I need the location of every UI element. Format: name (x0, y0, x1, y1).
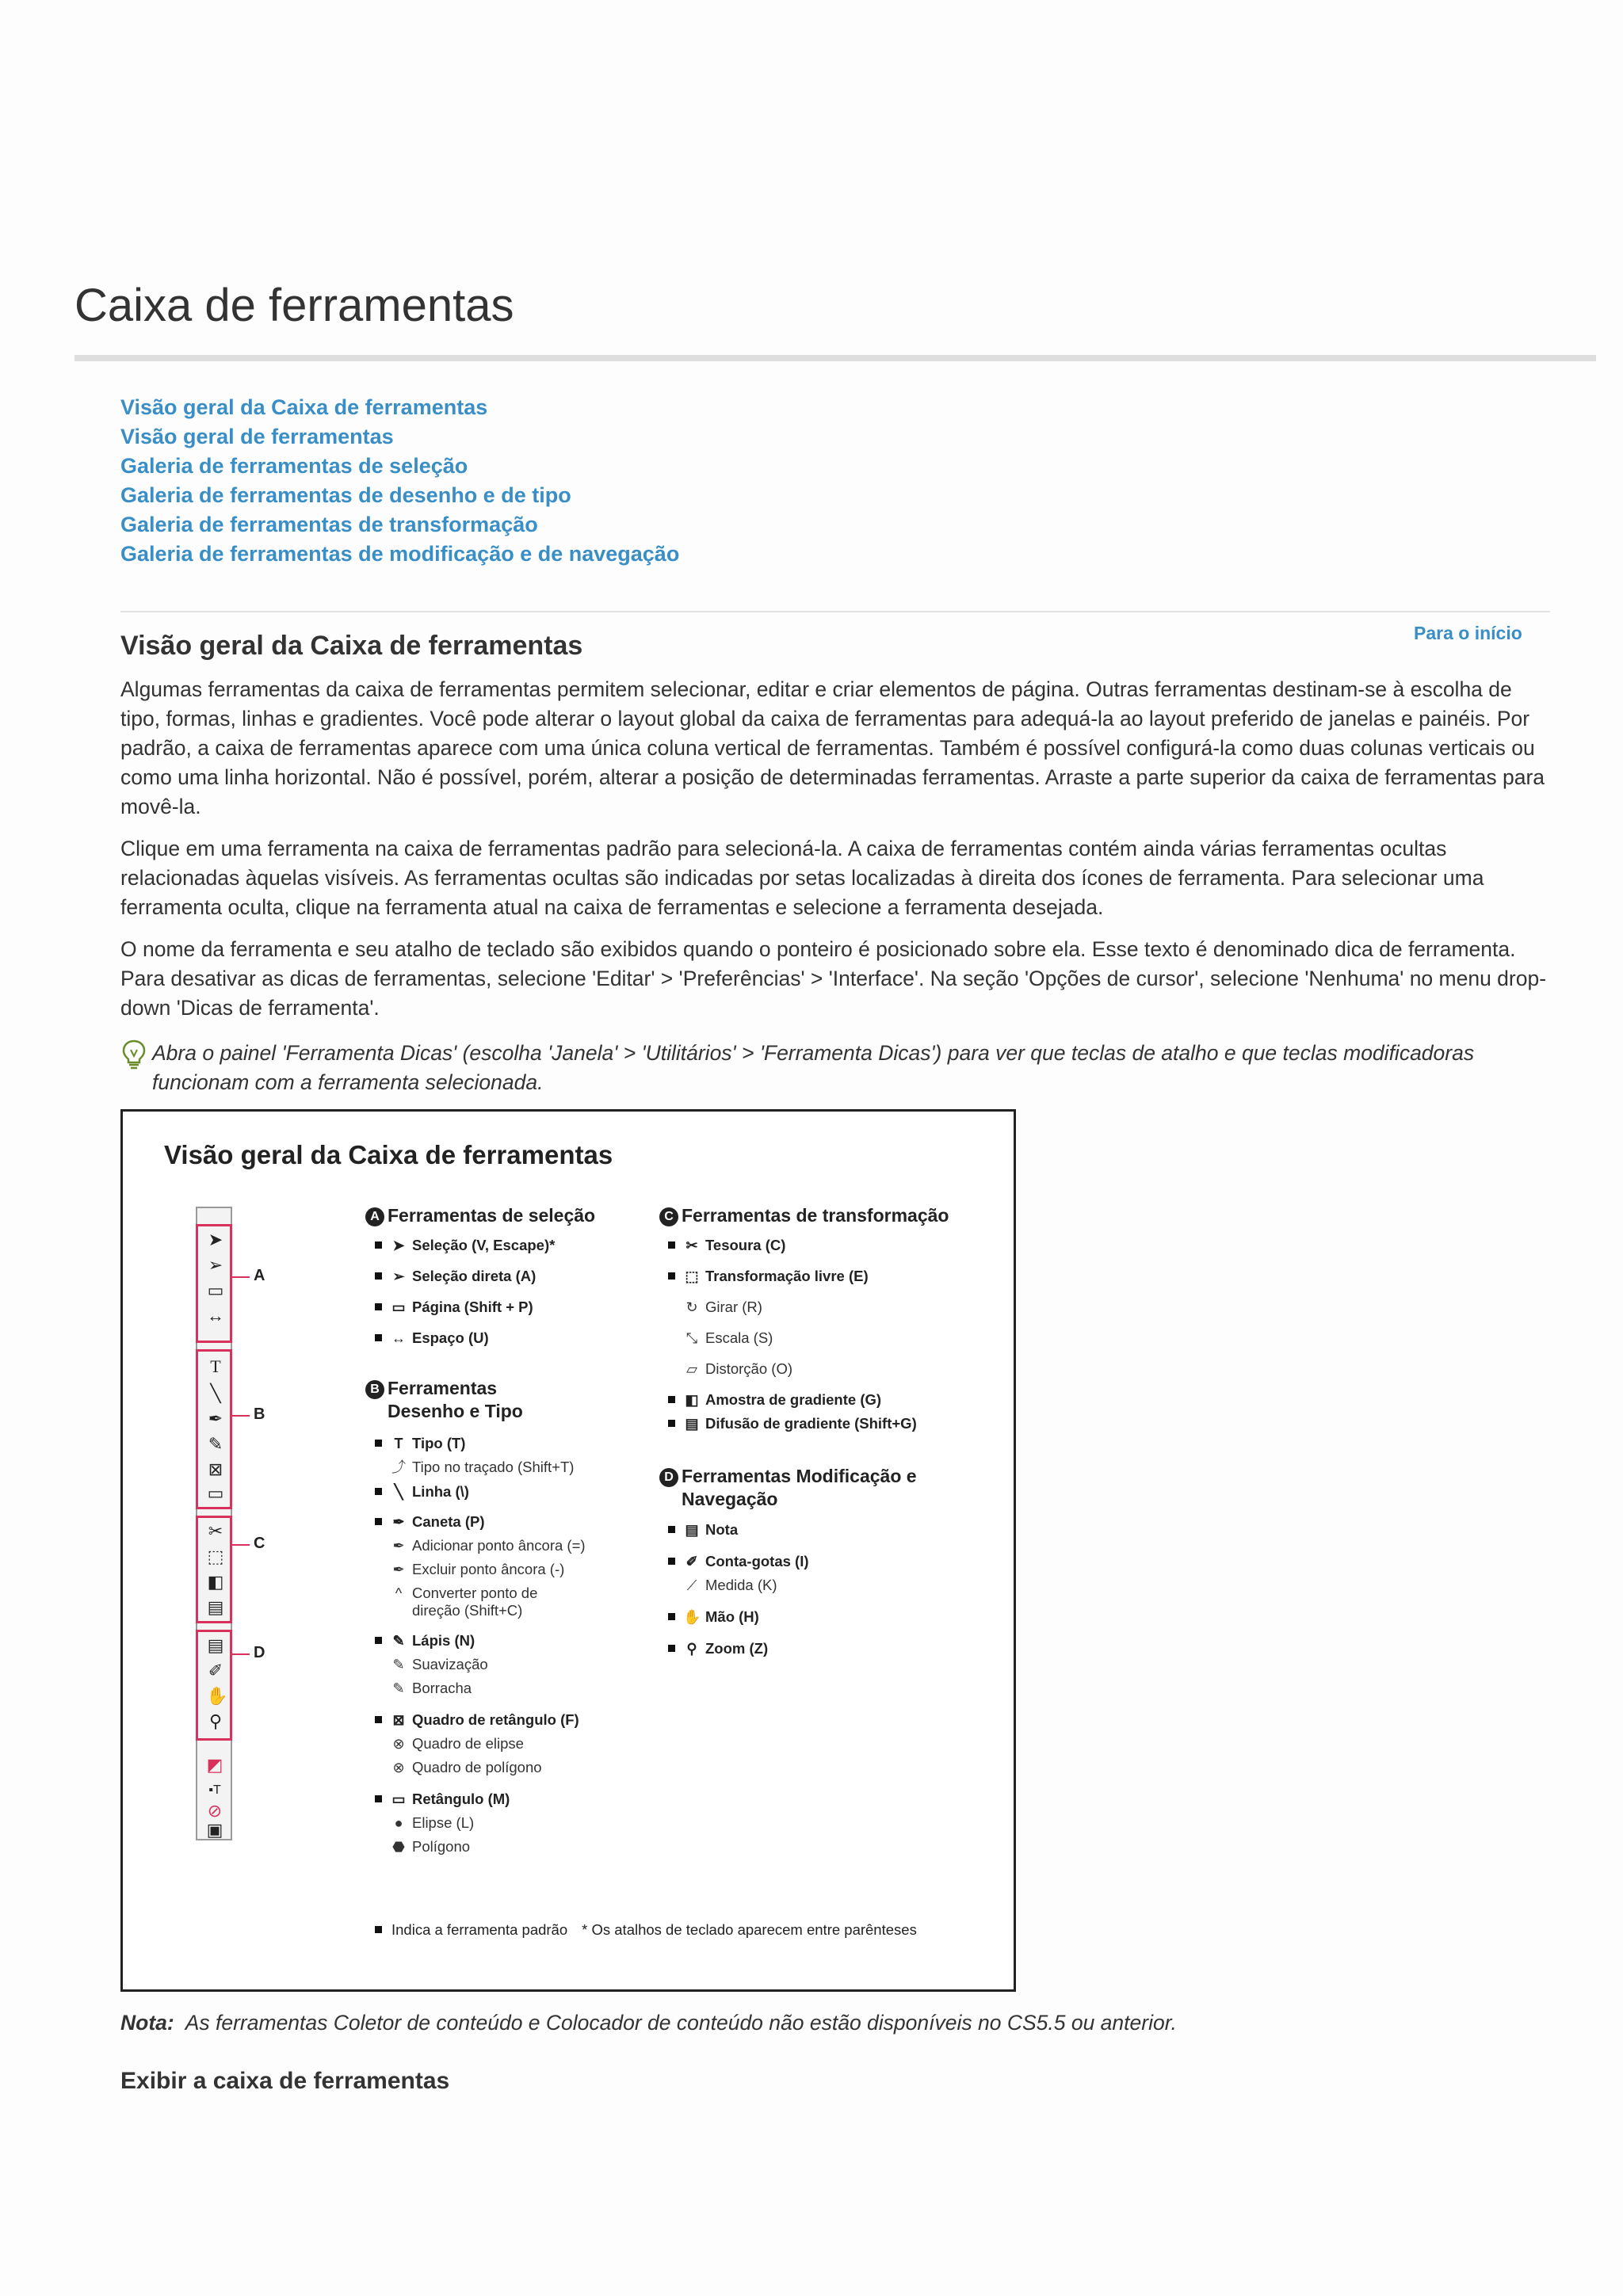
convert-point-icon: ^ (395, 1585, 403, 1601)
line-icon: ╲ (394, 1484, 403, 1500)
free-transform-tool-icon: ⬚ (207, 1547, 224, 1566)
group-letter-c: C (254, 1535, 265, 1552)
ellipse-frame-icon: ⊗ (392, 1736, 405, 1752)
entry-quadro-poligono: ⊗ Quadro de polígono (390, 1759, 542, 1776)
shear-icon: ▱ (686, 1361, 697, 1377)
paragraph-2: Clique em uma ferramenta na caixa de ferramentas padrão para selecioná-la. A caixa de ferramentas contém ainda várias ferramentas ocultas relacionadas àquelas visíveis. As ferramentas ocultas são indicadas por setas localizadas à direita dos ícones de ferramenta. Para selecionar uma ferramenta oculta, clique na ferramenta atual na caixa de ferramentas e selecione a ferramenta desejada. (120, 837, 1484, 919)
note (120, 2011, 1177, 2035)
note-icon: ▤ (685, 1522, 699, 1538)
polygon-icon: ⬣ (392, 1839, 405, 1855)
toc-link-selecao[interactable]: Galeria de ferramentas de seleção (120, 454, 468, 478)
tip-text: Abra o painel 'Ferramenta Dicas' (escolha 'Janela' > 'Utilitários' > 'Ferramenta Dicas') para ver que teclas de atalho e que teclas modificadoras funcionam com a ferramenta selecionada. (152, 1041, 1475, 1094)
entry-excluir-ancora: ✒ Excluir ponto âncora (-) (390, 1561, 564, 1578)
measure-icon: ⟋ (686, 1577, 697, 1593)
toc-link-visao-geral-caixa[interactable]: Visão geral da Caixa de ferramentas (120, 395, 488, 419)
eyedropper-tool-icon: ✐ (208, 1661, 223, 1680)
type-on-path-icon: ⤴ (391, 1459, 406, 1475)
add-anchor-icon: ✒ (392, 1538, 405, 1554)
group-letter-d: D (254, 1644, 265, 1661)
selection-arrow-icon: ➤ (392, 1238, 405, 1253)
toolbox-strip (196, 1207, 232, 1840)
note-tool-icon: ▤ (207, 1635, 224, 1655)
badge-b: B (365, 1380, 384, 1399)
entry-conta-gotas: ✐ Conta-gotas (I) (668, 1553, 809, 1570)
group-a-leader (232, 1276, 250, 1278)
section-divider (120, 611, 1550, 612)
toc-link-desenho-tipo[interactable]: Galeria de ferramentas de desenho e de tipo (120, 483, 571, 507)
legend-shortcuts: * Os atalhos de teclado aparecem entre parênteses (582, 1921, 917, 1938)
category-transformacao (659, 1204, 949, 1227)
badge-a: A (365, 1207, 384, 1226)
category-selecao (365, 1204, 595, 1227)
paragraph-1: Algumas ferramentas da caixa de ferramentas permitem selecionar, editar e criar elementos de página. Outras ferramentas destinam-se à escolha de tipo, formas, linhas e gradientes. Você pode alterar o layout global da caixa de ferramentas para adequá-la ao layout preferido de janelas e painéis. Por padrão, a caixa de ferramentas aparece com uma única coluna vertical de ferramentas. Também é possível configurá-la como duas colunas verticais ou como uma linha horizontal. Não é possível, porém, alterar a posição de determinadas ferramentas. Arraste a parte superior da caixa de ferramentas para movê-la. (120, 677, 1545, 818)
entry-poligono: ⬣ Polígono (390, 1838, 470, 1855)
entry-escala: ⤡ Escala (S) (683, 1329, 773, 1347)
entry-selecao: ➤ Seleção (V, Escape)* (375, 1237, 555, 1254)
group-letter-b: B (254, 1405, 265, 1423)
toc-link-transformacao[interactable]: Galeria de ferramentas de transformação (120, 513, 538, 536)
entry-amostra-gradiente: ◧ Amostra de gradiente (G) (668, 1391, 881, 1409)
entry-nota: ▤ Nota (668, 1521, 738, 1539)
gradient-swatch-icon: ◧ (685, 1392, 699, 1408)
scissors-icon: ✂ (685, 1238, 698, 1253)
gradient-swatch-tool-icon: ◧ (207, 1572, 224, 1592)
subheading-exibir-caixa: Exibir a caixa de ferramentas (120, 2068, 450, 2094)
gap-icon: ↔ (391, 1330, 406, 1346)
table-of-contents (120, 393, 679, 569)
entry-difusao-gradiente: ▤ Difusão de gradiente (Shift+G) (668, 1415, 917, 1432)
badge-d: D (659, 1468, 678, 1487)
line-tool-icon: ╲ (210, 1383, 221, 1403)
screen-mode-icon: ▣ (206, 1820, 223, 1840)
figure-title: Visão geral da Caixa de ferramentas (164, 1140, 613, 1169)
pencil-icon: ✎ (392, 1633, 405, 1649)
rectangle-icon: ▭ (391, 1791, 406, 1807)
delete-anchor-icon: ✒ (392, 1562, 405, 1577)
smooth-icon: ✎ (392, 1657, 405, 1672)
entry-suavizacao: ✎ Suavização (390, 1656, 488, 1673)
category-modificacao-label-1: Ferramentas Modificação e (682, 1466, 917, 1486)
group-c-leader (232, 1544, 250, 1546)
rectangle-tool-icon: ▭ (207, 1483, 224, 1503)
entry-espaco: ↔ Espaço (U) (375, 1329, 489, 1347)
type-tool-icon: T (210, 1356, 221, 1376)
direct-selection-icon: ➢ (392, 1268, 405, 1284)
entry-distorcao: ▱ Distorção (O) (683, 1360, 792, 1378)
page-tool-icon: ▭ (207, 1280, 224, 1300)
entry-tipo: T Tipo (T) (375, 1435, 465, 1452)
category-transformacao-label: Ferramentas de transformação (682, 1205, 949, 1226)
tool-group-a (196, 1224, 232, 1343)
selection-tool-icon: ➤ (208, 1230, 223, 1249)
back-to-top-link[interactable]: Para o início (1414, 623, 1522, 643)
gradient-feather-icon: ▤ (685, 1416, 699, 1432)
entry-tesoura: ✂ Tesoura (C) (668, 1237, 785, 1254)
tool-group-c (196, 1516, 232, 1623)
pencil-tool-icon: ✎ (208, 1434, 223, 1454)
category-desenho-line-2: Desenho e Tipo (388, 1401, 523, 1421)
lightbulb-icon (120, 1039, 147, 1070)
entry-mao: ✋ Mão (H) (668, 1608, 759, 1626)
scale-icon: ⤡ (685, 1330, 698, 1346)
rectangle-frame-icon: ⊠ (392, 1712, 405, 1728)
hand-tool-icon: ✋ (206, 1686, 228, 1706)
title-divider (74, 355, 1596, 361)
entry-caneta: ✒ Caneta (P) (375, 1513, 485, 1531)
section-title: Visão geral da Caixa de ferramentas (120, 631, 583, 661)
entry-girar: ↻ Girar (R) (683, 1299, 762, 1316)
zoom-icon: ⚲ (686, 1641, 697, 1657)
formatting-icon: ▪T (208, 1783, 221, 1797)
page-icon: ▭ (391, 1299, 406, 1315)
entry-retangulo: ▭ Retângulo (M) (375, 1791, 510, 1808)
toc-link-visao-geral-ferramentas[interactable]: Visão geral de ferramentas (120, 425, 394, 448)
page-title: Caixa de ferramentas (74, 280, 514, 331)
scissors-tool-icon: ✂ (208, 1521, 223, 1541)
entry-adicionar-ancora: ✒ Adicionar ponto âncora (=) (390, 1537, 586, 1554)
group-letter-a: A (254, 1267, 265, 1284)
badge-c: C (659, 1207, 678, 1226)
gradient-feather-tool-icon: ▤ (207, 1597, 224, 1617)
entry-medida: ⟋ Medida (K) (683, 1577, 777, 1594)
entry-selecao-direta: ➢ Seleção direta (A) (375, 1268, 536, 1285)
tool-group-b (196, 1349, 232, 1509)
legend-default-tool: Indica a ferramenta padrão (391, 1921, 568, 1938)
entry-borracha: ✎ Borracha (390, 1680, 472, 1697)
gap-tool-icon: ↔ (207, 1306, 224, 1325)
apply-none-icon: ⊘ (207, 1801, 223, 1821)
eyedropper-icon: ✐ (685, 1554, 698, 1569)
ellipse-icon: ● (394, 1815, 403, 1831)
pen-tool-icon: ✒ (208, 1409, 223, 1428)
category-desenho (365, 1377, 497, 1400)
note-label: Nota: (120, 2011, 174, 2035)
erase-icon: ✎ (392, 1680, 405, 1696)
entry-zoom: ⚲ Zoom (Z) (668, 1640, 768, 1657)
entry-converter-ponto-line-2: direção (Shift+C) (412, 1602, 523, 1619)
category-modificacao-line-2: Navegação (682, 1489, 778, 1509)
category-selecao-label: Ferramentas de seleção (388, 1205, 596, 1226)
entry-converter-ponto: ^ Converter ponto de (390, 1585, 537, 1602)
type-icon: T (394, 1436, 403, 1451)
group-d-leader (232, 1653, 250, 1655)
pen-icon: ✒ (392, 1514, 405, 1530)
entry-transformacao-livre: ⬚ Transformação livre (E) (668, 1268, 869, 1285)
tool-group-d (196, 1630, 232, 1741)
note-text: As ferramentas Coletor de conteúdo e Colocador de conteúdo não estão disponíveis no CS5.5 ou anterior. (185, 2011, 1177, 2035)
entry-tipo-tracado: ⤴ Tipo no traçado (Shift+T) (391, 1459, 575, 1475)
category-desenho-label-1: Ferramentas (388, 1378, 498, 1398)
free-transform-icon: ⬚ (685, 1268, 699, 1284)
fill-stroke-icon: ◩ (206, 1755, 223, 1775)
entry-linha: ╲ Linha (\) (375, 1483, 469, 1501)
rotate-icon: ↻ (685, 1299, 698, 1315)
toolbox-overview-figure (120, 1109, 1016, 1992)
direct-selection-tool-icon: ➢ (208, 1255, 223, 1275)
entry-elipse: ● Elipse (L) (390, 1814, 474, 1832)
figure-legend (375, 1921, 917, 1939)
zoom-tool-icon: ⚲ (208, 1711, 223, 1731)
entry-quadro-retangulo: ⊠ Quadro de retângulo (F) (375, 1711, 579, 1729)
entry-lapis: ✎ Lápis (N) (375, 1632, 475, 1650)
polygon-frame-icon: ⊗ (392, 1760, 405, 1775)
hand-icon: ✋ (683, 1609, 701, 1625)
rectangle-frame-tool-icon: ⊠ (208, 1459, 223, 1479)
toc-link-modificacao-navegacao[interactable]: Galeria de ferramentas de modificação e de navegação (120, 542, 680, 566)
entry-quadro-elipse: ⊗ Quadro de elipse (390, 1735, 524, 1753)
group-b-leader (232, 1415, 250, 1417)
category-modificacao (659, 1465, 917, 1488)
paragraph-3: O nome da ferramenta e seu atalho de teclado são exibidos quando o ponteiro é posicionado sobre ela. Esse texto é denominado dica de ferramenta. Para desativar as dicas de ferramentas, selecione 'Editar' > 'Preferências' > 'Interface'. Na seção 'Opções de cursor', selecione 'Nenhuma' no menu drop-down 'Dicas de ferramenta'. (120, 937, 1547, 1020)
entry-pagina: ▭ Página (Shift + P) (375, 1299, 533, 1316)
